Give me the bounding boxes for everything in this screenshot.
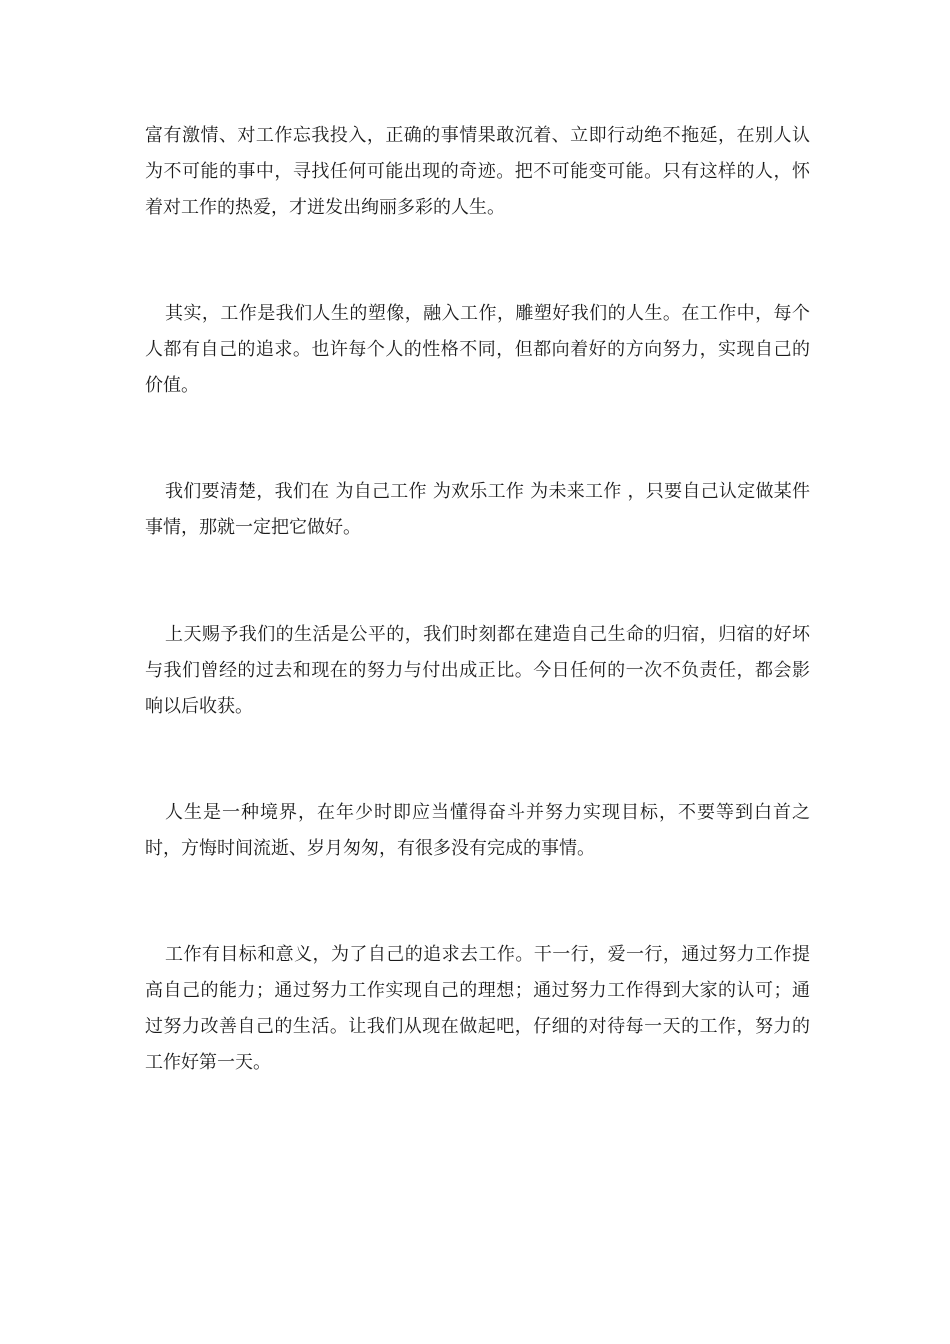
paragraph-4: 上天赐予我们的生活是公平的，我们时刻都在建造自己生命的归宿，归宿的好坏与我们曾经的过去和现在的努力与付出成正比。今日任何的一次不负责任，都会影响以后收获。 (145, 624, 810, 717)
paragraph-6: 工作有目标和意义，为了自己的追求去工作。干一行，爱一行，通过努力工作提高自己的能力；通过努力工作实现自己的理想；通过努力工作得到大家的认可；通过努力改善自己的生活。让我们从现在做起吧，仔细的对待每一天的工作，努力的工作好第一天。 (145, 944, 810, 1073)
paragraph-2: 其实，工作是我们人生的塑像，融入工作，雕塑好我们的人生。在工作中，每个人都有自己的追求。也许每个人的性格不同，但都向着好的方向努力，实现自己的价值。 (145, 303, 810, 396)
paragraph-1: 富有激情、对工作忘我投入，正确的事情果敢沉着、立即行动绝不拖延，在别人认为不可能的事中，寻找任何可能出现的奇迹。把不可能变可能。只有这样的人，怀着对工作的热爱，才迸发出绚丽多彩的人生。 (145, 125, 810, 218)
paragraph-3: 我们要清楚，我们在 为自己工作 为欢乐工作 为未来工作 ，只要自己认定做某件事情，那就一定把它做好。 (145, 481, 810, 538)
paragraph-5: 人生是一种境界，在年少时即应当懂得奋斗并努力实现目标，不要等到白首之时，方悔时间流逝、岁月匆匆，有很多没有完成的事情。 (145, 802, 810, 859)
